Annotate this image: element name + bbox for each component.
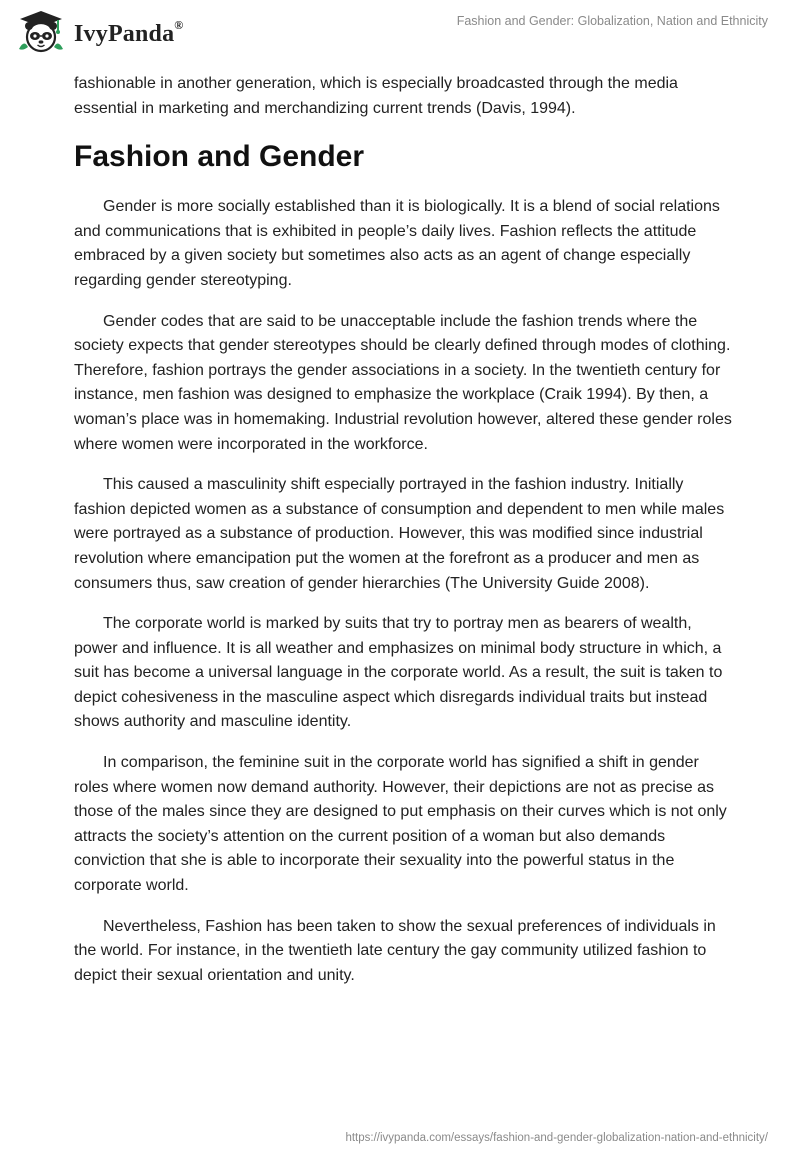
site-logo[interactable] [16, 9, 183, 53]
paragraph: The corporate world is marked by suits that try to portray men as bearers of wealth, power and influence. It is all weather and emphasizes on minimal body structure in which, a suit has become a universal language in the corporate world. As a result, the suit is taken to depict cohesiveness in the masculine aspect which disregards individual traits but instead shows authority and masculine identity. [74, 615, 723, 731]
paragraph: Gender is more socially established than it is biologically. It is a blend of social relations and communications that is exhibited in people’s daily lives. Fashion reflects the attitude embraced by a given society but sometimes also acts as an agent of change especially regarding gender stereotyping. [74, 198, 720, 289]
panda-graduate-logo-icon [16, 9, 66, 53]
lead-paragraph: fashionable in another generation, which is especially broadcasted through the media essential in marketing and merchandizing current trends (Davis, 1994). [74, 75, 678, 117]
paragraph: This caused a masculinity shift especially portrayed in the fashion industry. Initially fashion depicted women as a substance of consumption and dependent to men while males were portrayed as a substance of production. However, this was modified since industrial revolution where emancipation put the women at the forefront as a producer and men as consumers thus, saw creation of gender hierarchies (The University Guide 2008). [74, 476, 725, 592]
page-header [0, 0, 800, 70]
section-heading: Fashion and Gender [74, 140, 365, 174]
essay-content [74, 72, 734, 1004]
paragraph: Nevertheless, Fashion has been taken to show the sexual preferences of individuals in the world. For instance, in the twentieth late century the gay community utilized fashion to depict their sexual orientation and unity. [74, 917, 716, 984]
paragraph: In comparison, the feminine suit in the corporate world has signified a shift in gender roles where women now demand authority. However, their depictions are not as precise as those of the males since they are designed to put emphasis on their curves which is not only attracts the society’s attention on the current position of a woman but also demands conviction that she is able to incorporate their sexuality into the powerful status in the corporate world. [74, 754, 727, 895]
source-url-link[interactable]: https://ivypanda.com/essays/fashion-and-gender-globalization-nation-and-ethnicity/ [345, 1132, 768, 1144]
document-title: Fashion and Gender: Globalization, Nation and Ethnicity [456, 14, 768, 28]
registered-mark: ® [174, 17, 184, 32]
brand-name: IvyPanda® [74, 17, 184, 47]
paragraph: Gender codes that are said to be unacceptable include the fashion trends where the society expects that gender stereotypes should be clearly defined through modes of clothing. Therefore, fashion portrays the gender associations in a society. In the twentieth century for instance, men fashion was designed to emphasize the workplace (Craik 1994). By then, a woman’s place was in homemaking. Industrial revolution however, altered these gender roles where women were incorporated in the workforce. [74, 312, 732, 453]
